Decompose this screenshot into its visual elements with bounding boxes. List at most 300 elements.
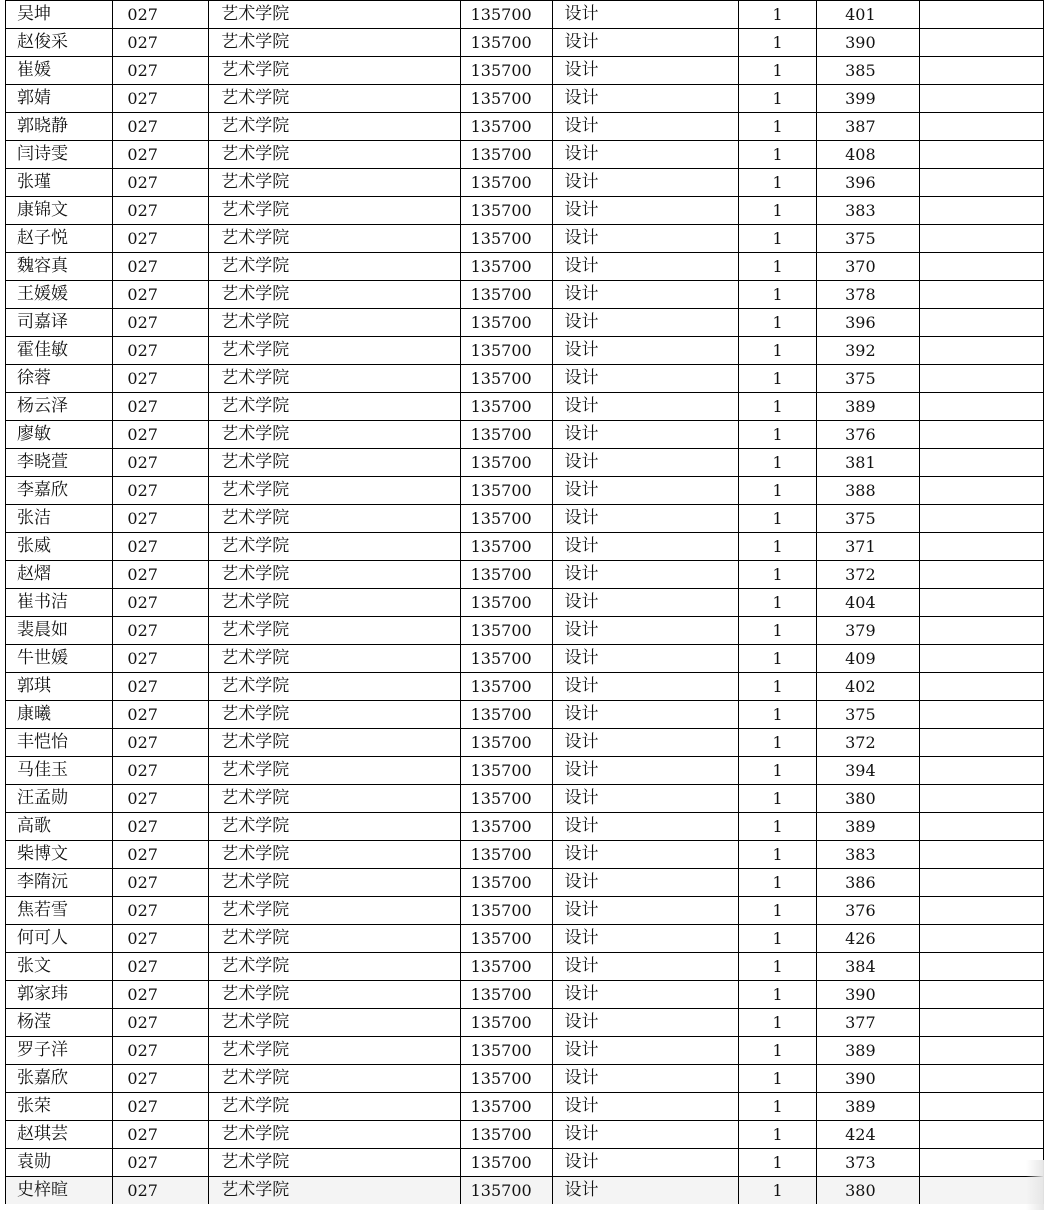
table-row [6,505,1044,533]
empty-cell [919,197,1043,225]
table-row [6,757,1044,785]
major-cell: 设计 [553,477,739,505]
major-code-cell: 135700 [460,421,553,449]
major-cell: 设计 [553,869,739,897]
student-name-cell: 裴晨如 [6,617,113,645]
major-code-cell: 135700 [460,673,553,701]
table-row [6,701,1044,729]
count-cell: 1 [739,617,817,645]
score-cell: 379 [817,617,920,645]
unit-code-cell: 027 [113,925,209,953]
empty-cell [919,57,1043,85]
college-cell: 艺术学院 [209,449,460,477]
score-cell: 402 [817,673,920,701]
major-cell: 设计 [553,589,739,617]
table-row [6,981,1044,1009]
student-name-cell: 吴坤 [6,1,113,29]
count-cell: 1 [739,981,817,1009]
college-cell: 艺术学院 [209,981,460,1009]
score-cell: 375 [817,365,920,393]
unit-code-cell: 027 [113,841,209,869]
unit-code-cell: 027 [113,393,209,421]
empty-cell [919,533,1043,561]
major-cell: 设计 [553,309,739,337]
count-cell: 1 [739,561,817,589]
table-row [6,1149,1044,1177]
major-code-cell: 135700 [460,1065,553,1093]
student-name-cell: 郭琪 [6,673,113,701]
unit-code-cell: 027 [113,953,209,981]
table-row [6,421,1044,449]
score-cell: 409 [817,645,920,673]
score-cell: 424 [817,1121,920,1149]
score-cell: 372 [817,561,920,589]
major-code-cell: 135700 [460,813,553,841]
unit-code-cell: 027 [113,701,209,729]
college-cell: 艺术学院 [209,1121,460,1149]
table-row [6,281,1044,309]
student-name-cell: 赵俊采 [6,29,113,57]
major-cell: 设计 [553,617,739,645]
major-cell: 设计 [553,561,739,589]
table-row [6,141,1044,169]
unit-code-cell: 027 [113,785,209,813]
unit-code-cell: 027 [113,421,209,449]
count-cell: 1 [739,113,817,141]
unit-code-cell: 027 [113,57,209,85]
score-cell: 380 [817,785,920,813]
student-name-cell: 霍佳敏 [6,337,113,365]
unit-code-cell: 027 [113,813,209,841]
score-cell: 375 [817,225,920,253]
student-name-cell: 魏容真 [6,253,113,281]
count-cell: 1 [739,589,817,617]
table-row [6,113,1044,141]
table-row [6,1037,1044,1065]
unit-code-cell: 027 [113,29,209,57]
unit-code-cell: 027 [113,141,209,169]
count-cell: 1 [739,757,817,785]
college-cell: 艺术学院 [209,729,460,757]
empty-cell [919,281,1043,309]
student-name-cell: 康锦文 [6,197,113,225]
college-cell: 艺术学院 [209,785,460,813]
student-name-cell: 张嘉欣 [6,1065,113,1093]
college-cell: 艺术学院 [209,57,460,85]
college-cell: 艺术学院 [209,841,460,869]
empty-cell [919,561,1043,589]
student-name-cell: 高歌 [6,813,113,841]
score-cell: 386 [817,869,920,897]
empty-cell [919,225,1043,253]
major-cell: 设计 [553,729,739,757]
score-cell: 370 [817,253,920,281]
score-cell: 390 [817,1065,920,1093]
major-cell: 设计 [553,1121,739,1149]
student-name-cell: 李晓萱 [6,449,113,477]
major-code-cell: 135700 [460,1,553,29]
score-cell: 381 [817,449,920,477]
college-cell: 艺术学院 [209,953,460,981]
major-cell: 设计 [553,113,739,141]
count-cell: 1 [739,281,817,309]
unit-code-cell: 027 [113,1121,209,1149]
major-code-cell: 135700 [460,337,553,365]
count-cell: 1 [739,645,817,673]
unit-code-cell: 027 [113,365,209,393]
score-cell: 389 [817,813,920,841]
empty-cell [919,169,1043,197]
major-code-cell: 135700 [460,729,553,757]
unit-code-cell: 027 [113,673,209,701]
table-row [6,645,1044,673]
major-cell: 设计 [553,925,739,953]
count-cell: 1 [739,309,817,337]
student-name-cell: 徐蓉 [6,365,113,393]
college-cell: 艺术学院 [209,757,460,785]
score-cell: 392 [817,337,920,365]
count-cell: 1 [739,869,817,897]
student-name-cell: 柴博文 [6,841,113,869]
student-name-cell: 赵子悦 [6,225,113,253]
college-cell: 艺术学院 [209,281,460,309]
count-cell: 1 [739,897,817,925]
score-cell: 377 [817,1009,920,1037]
major-code-cell: 135700 [460,1037,553,1065]
major-cell: 设计 [553,1009,739,1037]
count-cell: 1 [739,449,817,477]
empty-cell [919,1,1043,29]
table-row [6,169,1044,197]
table-row [6,1121,1044,1149]
college-cell: 艺术学院 [209,1,460,29]
table-row [6,925,1044,953]
student-name-cell: 牛世媛 [6,645,113,673]
unit-code-cell: 027 [113,1149,209,1177]
major-cell: 设计 [553,57,739,85]
college-cell: 艺术学院 [209,561,460,589]
major-code-cell: 135700 [460,505,553,533]
college-cell: 艺术学院 [209,393,460,421]
count-cell: 1 [739,85,817,113]
score-cell: 371 [817,533,920,561]
college-cell: 艺术学院 [209,337,460,365]
major-cell: 设计 [553,813,739,841]
empty-cell [919,729,1043,757]
college-cell: 艺术学院 [209,813,460,841]
empty-cell [919,85,1043,113]
empty-cell [919,337,1043,365]
college-cell: 艺术学院 [209,113,460,141]
empty-cell [919,505,1043,533]
table-row [6,57,1044,85]
college-cell: 艺术学院 [209,421,460,449]
student-name-cell: 杨云泽 [6,393,113,421]
student-name-cell: 张瑾 [6,169,113,197]
major-cell: 设计 [553,281,739,309]
major-code-cell: 135700 [460,897,553,925]
college-cell: 艺术学院 [209,1037,460,1065]
college-cell: 艺术学院 [209,477,460,505]
unit-code-cell: 027 [113,1,209,29]
table-row [6,337,1044,365]
student-name-cell: 何可人 [6,925,113,953]
major-code-cell: 135700 [460,925,553,953]
major-cell: 设计 [553,645,739,673]
unit-code-cell: 027 [113,253,209,281]
count-cell: 1 [739,1037,817,1065]
major-code-cell: 135700 [460,57,553,85]
major-cell: 设计 [553,197,739,225]
count-cell: 1 [739,1,817,29]
major-cell: 设计 [553,225,739,253]
table-row [6,869,1044,897]
score-cell: 396 [817,169,920,197]
college-cell: 艺术学院 [209,253,460,281]
major-cell: 设计 [553,841,739,869]
table-row [6,1,1044,29]
empty-cell [919,1065,1043,1093]
table-row [6,393,1044,421]
count-cell: 1 [739,673,817,701]
count-cell: 1 [739,953,817,981]
major-code-cell: 135700 [460,757,553,785]
major-code-cell: 135700 [460,225,553,253]
empty-cell [919,421,1043,449]
empty-cell [919,1009,1043,1037]
score-cell: 399 [817,85,920,113]
major-code-cell: 135700 [460,561,553,589]
major-code-cell: 135700 [460,589,553,617]
table-row [6,1009,1044,1037]
student-name-cell: 崔媛 [6,57,113,85]
empty-cell [919,617,1043,645]
unit-code-cell: 027 [113,981,209,1009]
student-name-cell: 李嘉欣 [6,477,113,505]
major-cell: 设计 [553,785,739,813]
unit-code-cell: 027 [113,729,209,757]
count-cell: 1 [739,141,817,169]
unit-code-cell: 027 [113,197,209,225]
score-cell: 390 [817,29,920,57]
table-body [6,1,1044,1205]
empty-cell [919,925,1043,953]
score-cell: 373 [817,1149,920,1177]
student-name-cell: 闫诗雯 [6,141,113,169]
major-cell: 设计 [553,337,739,365]
unit-code-cell: 027 [113,897,209,925]
count-cell: 1 [739,337,817,365]
college-cell: 艺术学院 [209,925,460,953]
empty-cell [919,393,1043,421]
student-name-cell: 李隋沅 [6,869,113,897]
college-cell: 艺术学院 [209,225,460,253]
major-cell: 设计 [553,421,739,449]
major-code-cell: 135700 [460,309,553,337]
empty-cell [919,1149,1043,1177]
major-cell: 设计 [553,1037,739,1065]
student-name-cell: 郭晓静 [6,113,113,141]
count-cell: 1 [739,365,817,393]
unit-code-cell: 027 [113,281,209,309]
unit-code-cell: 027 [113,757,209,785]
major-code-cell: 135700 [460,477,553,505]
table-row [6,449,1044,477]
major-code-cell: 135700 [460,253,553,281]
major-code-cell: 135700 [460,1009,553,1037]
major-code-cell: 135700 [460,701,553,729]
empty-cell [919,1037,1043,1065]
count-cell: 1 [739,1009,817,1037]
score-cell: 426 [817,925,920,953]
unit-code-cell: 027 [113,1037,209,1065]
empty-cell [919,701,1043,729]
unit-code-cell: 027 [113,477,209,505]
score-cell: 383 [817,841,920,869]
score-cell: 375 [817,701,920,729]
empty-cell [919,785,1043,813]
major-cell: 设计 [553,757,739,785]
table-row [6,897,1044,925]
major-code-cell: 135700 [460,365,553,393]
major-cell: 设计 [553,953,739,981]
major-code-cell: 135700 [460,785,553,813]
table-row [6,813,1044,841]
empty-cell [919,645,1043,673]
count-cell: 1 [739,1149,817,1177]
empty-cell [919,309,1043,337]
unit-code-cell: 027 [113,589,209,617]
major-cell: 设计 [553,1,739,29]
count-cell: 1 [739,1121,817,1149]
empty-cell [919,29,1043,57]
major-cell: 设计 [553,673,739,701]
college-cell: 艺术学院 [209,141,460,169]
table-row [6,1093,1044,1121]
count-cell: 1 [739,225,817,253]
unit-code-cell: 027 [113,169,209,197]
college-cell: 艺术学院 [209,589,460,617]
college-cell: 艺术学院 [209,85,460,113]
student-name-cell: 焦若雪 [6,897,113,925]
empty-cell [919,113,1043,141]
score-cell: 388 [817,477,920,505]
table-row [6,953,1044,981]
college-cell: 艺术学院 [209,1065,460,1093]
major-code-cell: 135700 [460,141,553,169]
score-cell: 401 [817,1,920,29]
college-cell: 艺术学院 [209,197,460,225]
table-row [6,785,1044,813]
score-cell: 383 [817,197,920,225]
college-cell: 艺术学院 [209,169,460,197]
unit-code-cell: 027 [113,869,209,897]
table-row [6,1177,1044,1205]
empty-cell [919,1093,1043,1121]
unit-code-cell: 027 [113,1065,209,1093]
count-cell: 1 [739,421,817,449]
score-cell: 396 [817,309,920,337]
major-cell: 设计 [553,897,739,925]
major-code-cell: 135700 [460,281,553,309]
major-cell: 设计 [553,253,739,281]
major-code-cell: 135700 [460,645,553,673]
major-cell: 设计 [553,533,739,561]
unit-code-cell: 027 [113,225,209,253]
major-code-cell: 135700 [460,1121,553,1149]
unit-code-cell: 027 [113,449,209,477]
count-cell: 1 [739,533,817,561]
empty-cell [919,141,1043,169]
score-cell: 372 [817,729,920,757]
student-name-cell: 司嘉译 [6,309,113,337]
major-cell: 设计 [553,85,739,113]
unit-code-cell: 027 [113,645,209,673]
student-name-cell: 马佳玉 [6,757,113,785]
empty-cell [919,953,1043,981]
score-cell: 376 [817,897,920,925]
major-code-cell: 135700 [460,953,553,981]
college-cell: 艺术学院 [209,1177,460,1205]
table-row [6,589,1044,617]
major-code-cell: 135700 [460,1177,553,1205]
major-code-cell: 135700 [460,1149,553,1177]
count-cell: 1 [739,477,817,505]
scroll-edge-shade [1026,1160,1044,1210]
count-cell: 1 [739,813,817,841]
major-cell: 设计 [553,169,739,197]
student-name-cell: 史梓暄 [6,1177,113,1205]
college-cell: 艺术学院 [209,869,460,897]
major-code-cell: 135700 [460,981,553,1009]
score-cell: 404 [817,589,920,617]
table-row [6,1065,1044,1093]
college-cell: 艺术学院 [209,1093,460,1121]
table-row [6,29,1044,57]
table-row [6,85,1044,113]
unit-code-cell: 027 [113,1093,209,1121]
major-cell: 设计 [553,1149,739,1177]
unit-code-cell: 027 [113,1177,209,1205]
empty-cell [919,673,1043,701]
unit-code-cell: 027 [113,561,209,589]
college-cell: 艺术学院 [209,1149,460,1177]
unit-code-cell: 027 [113,337,209,365]
empty-cell [919,449,1043,477]
major-cell: 设计 [553,393,739,421]
score-cell: 389 [817,1093,920,1121]
student-name-cell: 廖敏 [6,421,113,449]
count-cell: 1 [739,197,817,225]
empty-cell [919,869,1043,897]
table-row [6,841,1044,869]
empty-cell [919,757,1043,785]
count-cell: 1 [739,253,817,281]
score-cell: 387 [817,113,920,141]
count-cell: 1 [739,1065,817,1093]
count-cell: 1 [739,925,817,953]
major-code-cell: 135700 [460,113,553,141]
empty-cell [919,365,1043,393]
student-name-cell: 张荣 [6,1093,113,1121]
major-code-cell: 135700 [460,169,553,197]
count-cell: 1 [739,1177,817,1205]
student-name-cell: 赵熠 [6,561,113,589]
count-cell: 1 [739,393,817,421]
score-cell: 394 [817,757,920,785]
unit-code-cell: 027 [113,113,209,141]
college-cell: 艺术学院 [209,673,460,701]
